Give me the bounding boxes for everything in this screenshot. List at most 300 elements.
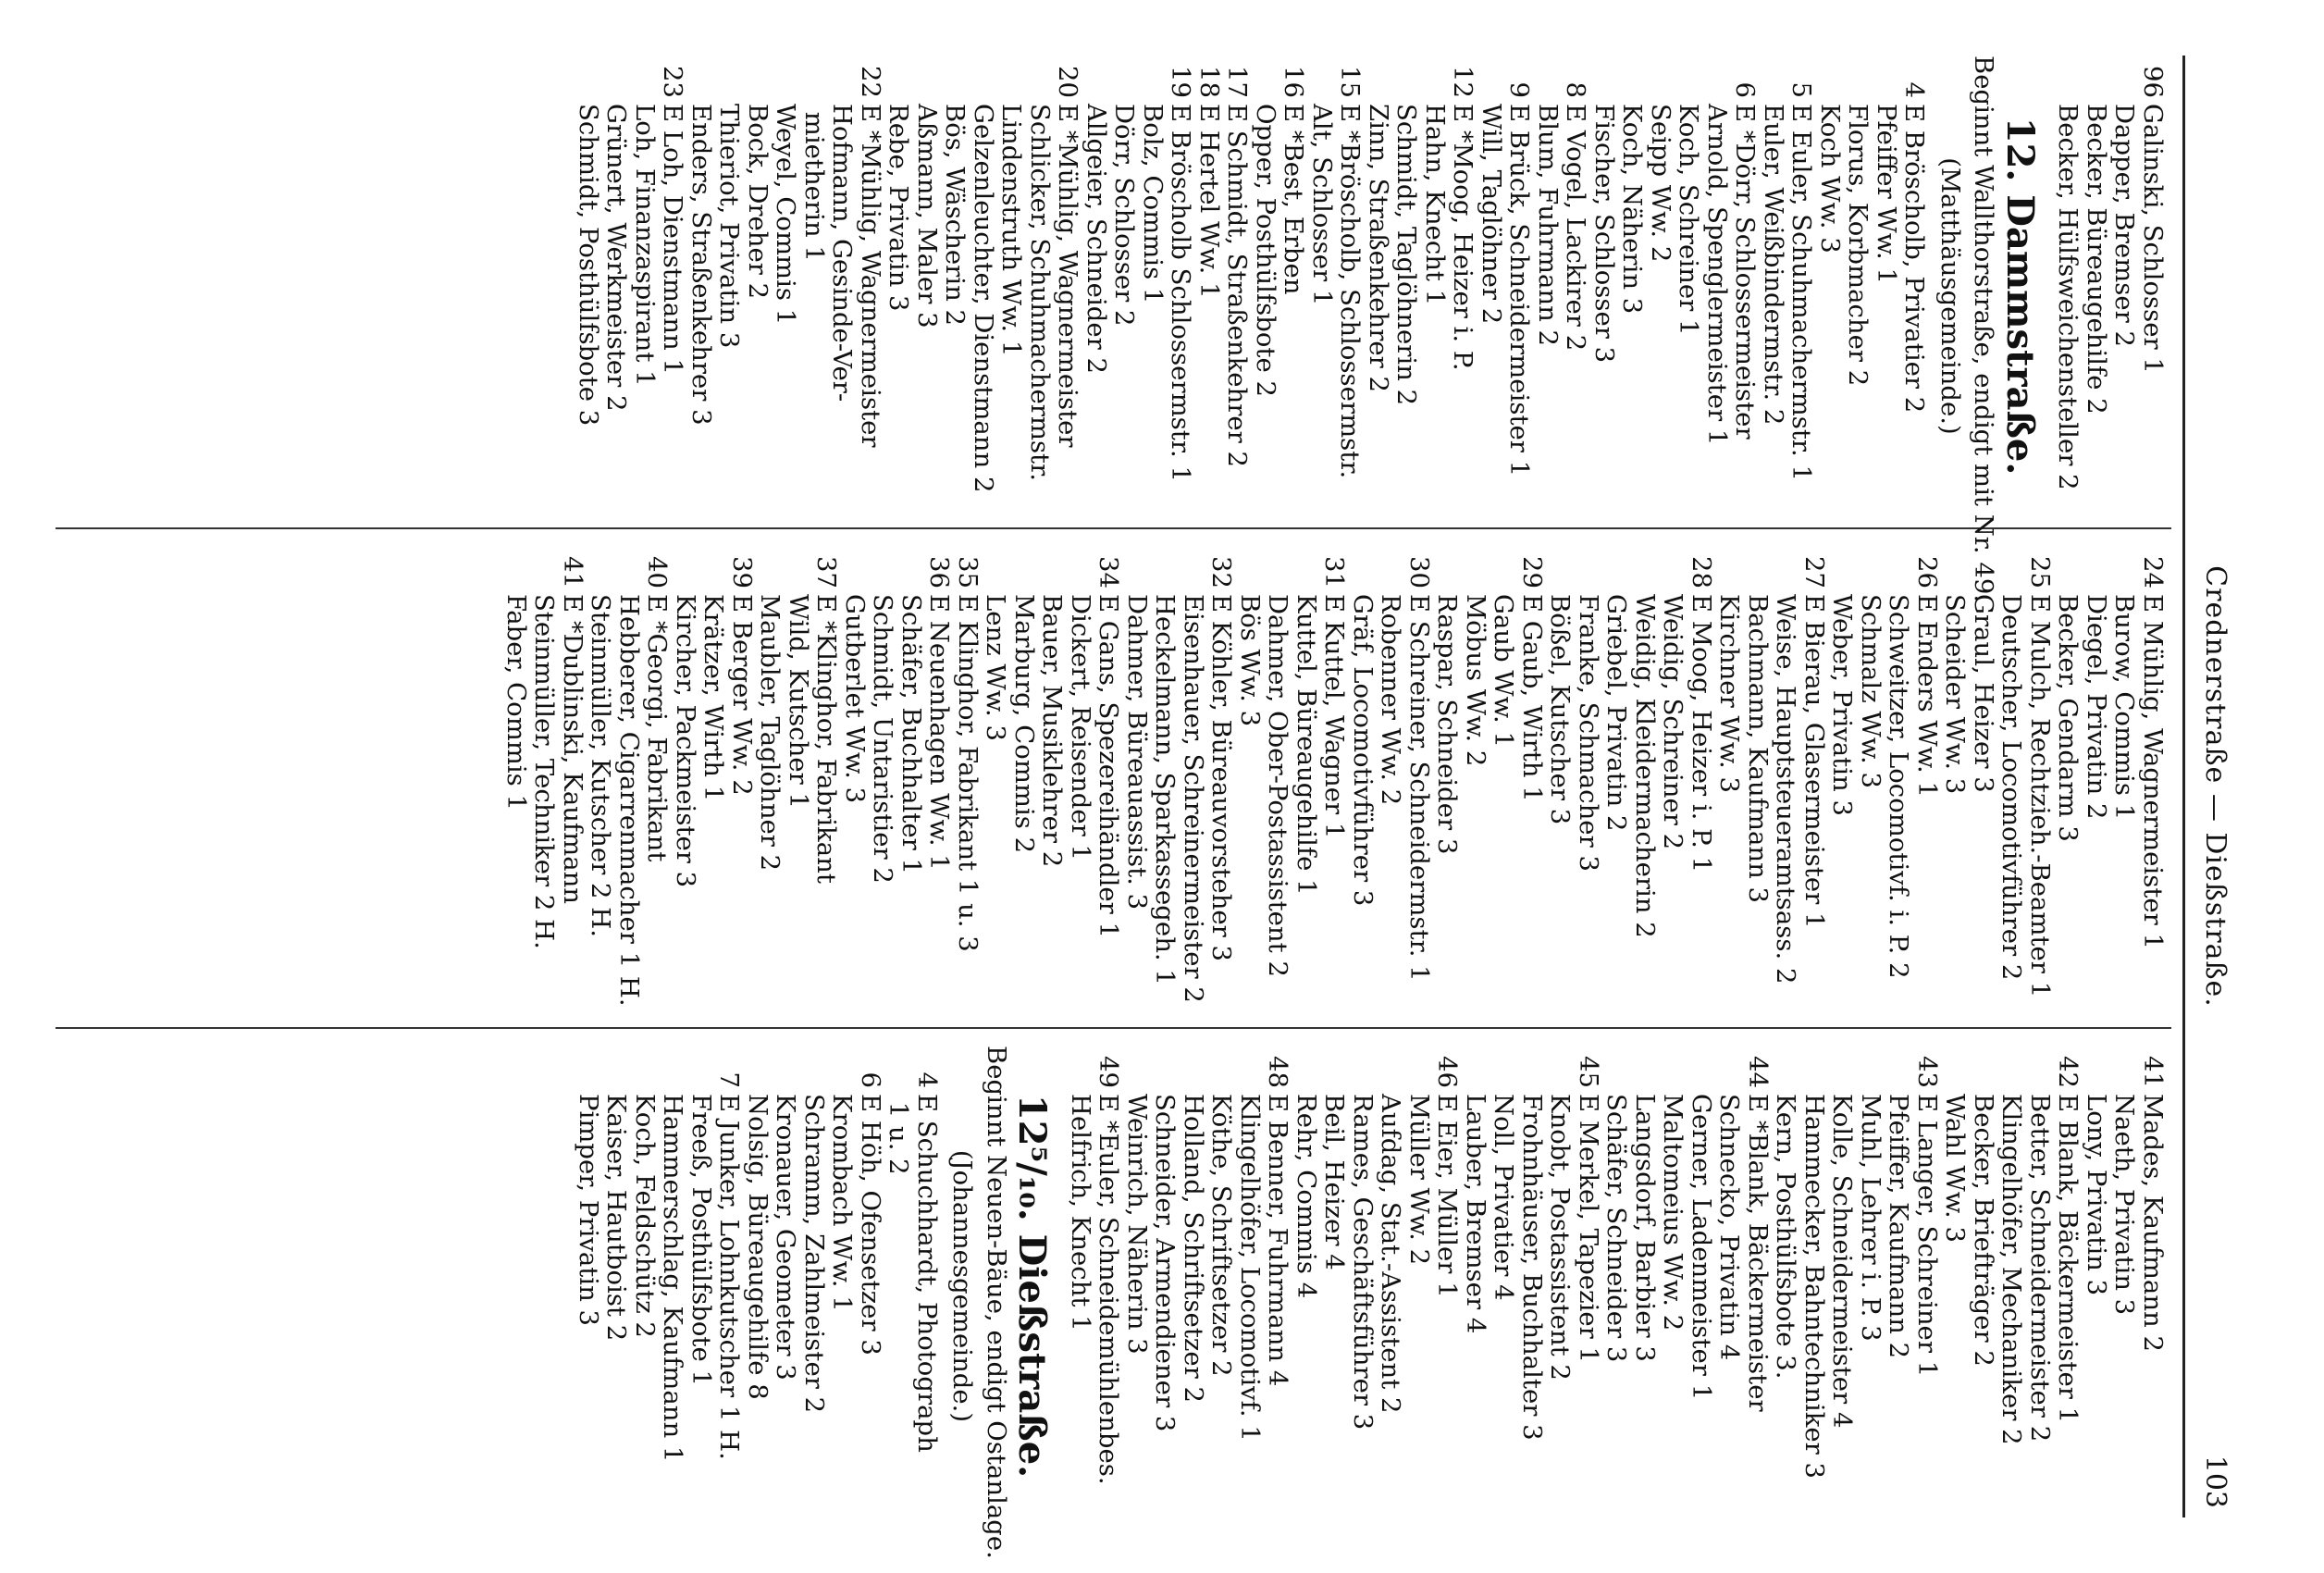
- resident-entry: [1433, 1046, 1462, 1527]
- resident-entry: [1349, 546, 1378, 1027]
- resident-entry: [1715, 1046, 1744, 1527]
- resident-entry: [1252, 56, 1280, 537]
- resident-text: E Schmidt, Straßenkehrer 2: [1222, 104, 1253, 468]
- resident-text: Krombach Ww. 1: [827, 1094, 858, 1312]
- resident-text: E *Moog, Heizer i. P.: [1448, 104, 1478, 371]
- resident-text: Griebel, Privatin 2: [1601, 594, 1632, 832]
- resident-text: Becker, Hülfsweichensteller 2: [2053, 104, 2083, 490]
- resident-text: Noll, Privatier 4: [1489, 1094, 1519, 1301]
- resident-text: Alt, Schlosser 1: [1307, 104, 1337, 306]
- resident-entry: [1405, 1046, 1434, 1527]
- resident-entry: [1659, 1046, 1687, 1527]
- resident-entry: [1546, 546, 1575, 1027]
- resident-entry: [997, 56, 1026, 537]
- resident-entry: [744, 56, 773, 537]
- resident-entry: [1308, 56, 1337, 537]
- resident-entry: [559, 546, 587, 1027]
- resident-entry: [1067, 546, 1095, 1027]
- resident-entry: [1518, 1046, 1547, 1527]
- resident-entry: [615, 546, 644, 1027]
- resident-entry: [1828, 546, 1857, 1027]
- resident-entry: [1377, 1046, 1405, 1527]
- resident-entry: [1392, 56, 1421, 537]
- resident-entry: [785, 546, 813, 1027]
- resident-text: E Bröscholb Schlossermstr. 1: [1166, 104, 1196, 482]
- resident-entry: [1703, 56, 1732, 537]
- resident-text: Steinmüller, Kutscher 2 H.: [586, 594, 616, 937]
- resident-entry: [970, 56, 998, 537]
- resident-entry: [1518, 546, 1547, 1027]
- resident-text: E Bröscholb, Privatier 2: [1899, 104, 1930, 414]
- resident-entry: [1844, 56, 1873, 537]
- resident-text: Diegel, Privatin 2: [2082, 594, 2111, 820]
- resident-entry: [1167, 56, 1195, 537]
- resident-text: Eisenhauer, Schreinermeister 2: [1179, 594, 1208, 1003]
- house-number: 27: [1799, 556, 1829, 588]
- resident-entry: [602, 56, 631, 537]
- resident-entry: [699, 546, 728, 1027]
- resident-text: Müller Ww. 2: [1404, 1094, 1434, 1266]
- parish-note: (Matthäusgemeinde.): [1935, 157, 1965, 435]
- house-number: 48: [1263, 1056, 1293, 1088]
- resident-text: Opper, Posthülfsbote 2: [1251, 104, 1280, 397]
- resident-entry: [715, 56, 744, 537]
- resident-text: E *Georgi, Fabrikant: [642, 594, 673, 862]
- resident-entry: [1207, 546, 1236, 1027]
- house-number: 34: [1094, 556, 1124, 588]
- resident-entry: [828, 56, 857, 537]
- house-number: 43: [1912, 1056, 1942, 1088]
- parish-note: (Johannesgemeinde.): [947, 1149, 978, 1423]
- resident-entry: [1067, 1046, 1095, 1527]
- resident-text: Aßmann, Maler 3: [912, 104, 942, 328]
- house-number: 96: [2138, 66, 2168, 98]
- house-number: 23: [658, 66, 688, 98]
- resident-entry: [2139, 1046, 2168, 1527]
- resident-text: Schmidt, Posthülfsbote 3: [574, 104, 603, 427]
- resident-text: Hammecker, Bahntechniker 3: [1799, 1094, 1829, 1480]
- resident-text: Dahmer, Ober-Postassistent 2: [1263, 594, 1293, 977]
- resident-text: Klingelhöfer, Locomotivf. 1: [1235, 1094, 1265, 1442]
- resident-entry: [1631, 1046, 1660, 1527]
- resident-text: E Blank, Bäckermeister 1: [2053, 1094, 2083, 1424]
- resident-entry: [1873, 56, 1901, 537]
- resident-text: E Moog, Heizer i. P. 1: [1687, 594, 1716, 873]
- resident-text: Gerner, Ladenmeister 1: [1687, 1094, 1716, 1401]
- house-number: 41: [2138, 1056, 2168, 1088]
- resident-entry: [744, 1046, 773, 1527]
- resident-entry: [1490, 546, 1518, 1027]
- resident-text: Beil, Heizer 4: [1319, 1094, 1350, 1270]
- resident-entry: [1675, 56, 1703, 537]
- resident-text: Weidig, Kleidermacherin 2: [1630, 594, 1660, 938]
- resident-text: Koch, Feldschütz 2: [630, 1094, 660, 1338]
- resident-entry: [1026, 56, 1055, 537]
- resident-text: Burow, Commis 1: [2109, 594, 2140, 821]
- house-number: 18: [1194, 66, 1224, 98]
- resident-entry: [659, 1046, 687, 1527]
- resident-entry: [530, 546, 559, 1027]
- resident-text: Frohnhäuser, Buchhalter 3: [1517, 1094, 1547, 1441]
- resident-text: mietherin 1: [799, 104, 829, 262]
- resident-text: Zinn, Straßenkehrer 2: [1364, 104, 1393, 393]
- resident-entry: [1180, 1046, 1208, 1527]
- resident-entry: [575, 1046, 603, 1527]
- resident-entry: [2054, 1046, 2083, 1527]
- resident-text: Holland, Schriftsetzer 2: [1179, 1094, 1208, 1404]
- resident-text: Faber, Commis 1: [501, 594, 531, 811]
- resident-text: Dapper, Bremser 2: [2109, 104, 2140, 348]
- resident-entry: [1913, 1046, 1942, 1527]
- house-number: 40: [642, 556, 673, 588]
- resident-entry: [1997, 1046, 2026, 1527]
- house-number: 49: [1094, 1056, 1124, 1088]
- resident-text: E Gans, Spezereihändler 1: [1094, 594, 1124, 939]
- resident-text: E Eier, Müller 1: [1432, 1094, 1463, 1298]
- resident-text: Schlicker, Schuhmachermstr.: [1025, 104, 1055, 481]
- resident-entry: [1139, 56, 1168, 537]
- resident-text: Enders, Straßenkehrer 3: [686, 104, 716, 426]
- resident-text: Weise, Hauptsteueramtsass. 2: [1771, 594, 1801, 985]
- resident-entry: [2054, 546, 2083, 1027]
- resident-entry: [659, 56, 687, 537]
- resident-text: Schäfer, Schneider 3: [1601, 1094, 1632, 1363]
- resident-text: E Gaub, Wirth 1: [1517, 594, 1547, 802]
- resident-entry: [2110, 1046, 2139, 1527]
- resident-entry: [897, 546, 926, 1027]
- resident-text: Gräf, Locomotivführer 3: [1348, 594, 1378, 907]
- resident-entry: [1433, 546, 1462, 1027]
- resident-entry: [869, 546, 897, 1027]
- resident-text: Becker, Briefträger 2: [1969, 1094, 1998, 1367]
- house-number: 4: [912, 1071, 942, 1088]
- resident-entry: [1800, 546, 1829, 1027]
- resident-text: Will, Taglöhner 2: [1477, 104, 1506, 325]
- resident-entry: [1421, 56, 1450, 537]
- resident-entry: [1997, 546, 2026, 1027]
- page-number: 103: [2199, 1455, 2231, 1508]
- resident-entry: [672, 546, 700, 1027]
- resident-text: Wild, Kutscher 1: [784, 594, 813, 810]
- street-title: 12⁵/₁₀. Dießstraße.: [1010, 1094, 1055, 1479]
- resident-entry: [1941, 1046, 1970, 1527]
- resident-entry: [1800, 1046, 1829, 1527]
- resident-text: 1 u. 2: [884, 1094, 914, 1175]
- resident-entry: [812, 546, 841, 1027]
- resident-text: Kern, Posthülfsbote 3.: [1771, 1094, 1801, 1380]
- resident-text: Lindenstruth Ww. 1: [996, 104, 1027, 357]
- house-number: 17: [1222, 66, 1253, 98]
- street-title: 12. Dammstraße.: [1998, 117, 2042, 476]
- resident-entry: [941, 56, 970, 537]
- street-description: Beginnt Wallthorstraße, endigt mit Nr. 49.: [1969, 56, 1999, 603]
- resident-text: Helfrich, Knecht 1: [1066, 1094, 1095, 1331]
- resident-entry: [1264, 546, 1292, 1027]
- resident-entry: [1970, 546, 1998, 1027]
- column-divider: [56, 1027, 2171, 1029]
- resident-text: Thieriot, Privatin 3: [714, 104, 745, 349]
- resident-entry: [2083, 56, 2111, 537]
- resident-text: Schmidt, Untaristier 2: [868, 594, 898, 884]
- resident-entry: [602, 1046, 631, 1527]
- resident-text: Arnold, Spenglermeister 1: [1702, 104, 1732, 446]
- resident-text: Bolz, Commis 1: [1138, 104, 1168, 304]
- resident-text: E Mulch, Rechtzieh.-Beamter 1: [2025, 594, 2055, 998]
- house-number: 31: [1319, 556, 1350, 588]
- resident-text: Schnecko, Privatin 4: [1714, 1094, 1745, 1361]
- resident-entry: [587, 546, 615, 1027]
- resident-entry: [800, 1046, 829, 1527]
- resident-entry: [1292, 1046, 1321, 1527]
- resident-text: E Berger Ww. 2: [727, 594, 757, 796]
- resident-text: Lenz Ww. 3: [981, 594, 1011, 741]
- resident-entry: [2083, 1046, 2111, 1527]
- house-number: 28: [1687, 556, 1716, 588]
- resident-text: E Brück, Schneidermeister 1: [1504, 104, 1535, 477]
- house-number: 9: [1504, 81, 1535, 98]
- resident-entry: [2054, 56, 2083, 537]
- resident-entry: [1618, 56, 1647, 537]
- resident-text: Hahn, Knecht 1: [1420, 104, 1450, 306]
- resident-text: Bock, Dreher 2: [743, 104, 773, 300]
- resident-entry: [1094, 546, 1123, 1027]
- resident-entry: [1787, 56, 1816, 537]
- resident-entry: [502, 546, 531, 1027]
- header-rule: [2182, 56, 2185, 1517]
- resident-entry: [1336, 56, 1365, 537]
- house-number: 25: [2025, 556, 2055, 588]
- resident-entry: [1195, 56, 1224, 537]
- resident-text: E Benner, Fuhrmann 4: [1263, 1094, 1293, 1387]
- resident-text: Galinski, Schlosser 1: [2138, 104, 2168, 374]
- resident-text: Hammerschlag, Kaufmann 1: [658, 1094, 688, 1463]
- house-number: 7: [714, 1071, 745, 1088]
- resident-text: Hofmann, Gesinde-Ver-: [827, 104, 858, 403]
- resident-text: Schneider, Armendiener 3: [1150, 1094, 1181, 1432]
- resident-text: Krätzer, Wirth 1: [698, 594, 729, 802]
- resident-entry: [1449, 56, 1477, 537]
- resident-text: Schweitzer, Locomotivf. i. P. 2: [1884, 594, 1914, 979]
- house-number: 6: [856, 1071, 885, 1088]
- resident-text: E *Dublinski, Kaufmann: [558, 594, 587, 905]
- resident-text: Dickert, Reisender 1: [1066, 594, 1095, 861]
- resident-entry: [1223, 56, 1252, 537]
- resident-text: Kirchner Ww. 3: [1714, 594, 1745, 793]
- resident-entry: [857, 56, 885, 537]
- resident-entry: [1590, 56, 1619, 537]
- resident-text: Hebberer, Cigarrenmacher 1 H.: [614, 594, 644, 1007]
- resident-entry: [772, 56, 800, 537]
- resident-text: Gaub Ww. 1: [1489, 594, 1519, 748]
- resident-entry: [643, 546, 672, 1027]
- house-number: 37: [811, 556, 842, 588]
- resident-entry: [1490, 1046, 1518, 1527]
- house-number: 16: [1279, 66, 1309, 98]
- resident-text: Blum, Fuhrmann 2: [1533, 104, 1563, 347]
- resident-text: Weinrich, Näherin 3: [1122, 1094, 1152, 1355]
- house-number: 4: [1899, 81, 1930, 98]
- resident-text: Koch, Näherin 3: [1617, 104, 1648, 315]
- resident-text: Naeth, Privatin 3: [2109, 1094, 2140, 1316]
- resident-entry: [1349, 1046, 1378, 1527]
- resident-entry: [954, 546, 983, 1027]
- resident-entry: [913, 1046, 942, 1527]
- resident-entry: [2083, 546, 2111, 1027]
- house-number: 36: [924, 556, 955, 588]
- resident-entry: [828, 1046, 857, 1527]
- house-number: 20: [1053, 66, 1083, 98]
- resident-entry: [1082, 56, 1111, 537]
- running-head: Crednerstraße — Dießstraße.: [2199, 565, 2231, 1008]
- resident-text: Kuttel, Büreaugehilfe 1: [1292, 594, 1321, 896]
- resident-text: Schmidt, Taglöhnerin 2: [1391, 104, 1422, 406]
- resident-text: E *Blank, Bäckermeister: [1743, 1094, 1773, 1412]
- resident-entry: [1602, 546, 1631, 1027]
- resident-text: Maltomeius Ww. 2: [1658, 1094, 1688, 1331]
- resident-text: E Köhler, Büreauvorsteher 3: [1206, 594, 1237, 962]
- house-number: 32: [1206, 556, 1237, 588]
- resident-text: E Junker, Lohnkutscher 1 H.: [714, 1094, 745, 1460]
- resident-entry: [1602, 1046, 1631, 1527]
- resident-entry: [1505, 56, 1534, 537]
- resident-entry: [1857, 1046, 1885, 1527]
- resident-entry: [1236, 546, 1265, 1027]
- resident-entry: [1970, 1046, 1998, 1527]
- resident-entry: [772, 1046, 800, 1527]
- resident-text: Maubler, Taglöhner 2: [755, 594, 785, 872]
- resident-text: Wahl Ww. 3: [1940, 1094, 1971, 1244]
- resident-text: Euler, Weißbindermstr. 2: [1759, 104, 1788, 426]
- resident-text: E Loh, Dienstmann 1: [658, 104, 688, 375]
- resident-text: Becker, Büreaugehilfe 2: [2082, 104, 2111, 415]
- resident-text: Lauber, Bremser 4: [1461, 1094, 1490, 1334]
- resident-text: Möbus Ww. 2: [1461, 594, 1490, 767]
- resident-text: Bös, Wäscherin 2: [940, 104, 970, 327]
- resident-entry: [913, 56, 942, 537]
- resident-entry: [1320, 546, 1349, 1027]
- resident-text: Better, Schneidermeister 2: [2025, 1094, 2055, 1443]
- resident-entry: [1772, 546, 1800, 1027]
- resident-text: Kircher, Packmeister 3: [671, 594, 700, 888]
- resident-text: Rebe, Privatin 3: [884, 104, 914, 312]
- resident-text: Robenner Ww. 2: [1376, 594, 1406, 806]
- resident-entry: [1659, 546, 1687, 1027]
- resident-entry: [1772, 1046, 1800, 1527]
- resident-entry: [756, 546, 785, 1027]
- resident-text: Nolsig, Büreaugehilfe 8: [743, 1094, 773, 1400]
- resident-entry: [1110, 56, 1139, 537]
- resident-entry: [2110, 546, 2139, 1027]
- resident-text: E *Klinghor, Fabrikant: [811, 594, 842, 884]
- resident-text: Deutscher, Locomotivführer 2: [1996, 594, 2027, 981]
- resident-text: Loh, Finanzaspirant 1: [630, 104, 660, 387]
- resident-entry: [1207, 1046, 1236, 1527]
- resident-entry: [1715, 546, 1744, 1027]
- resident-text: E Langer, Schreiner 1: [1912, 1094, 1942, 1378]
- resident-entry: [1010, 546, 1039, 1027]
- resident-text: Lony, Privatin 3: [2082, 1094, 2111, 1296]
- resident-entry: [1038, 546, 1067, 1027]
- resident-text: E Schreiner, Schneidermstr. 1: [1404, 594, 1434, 982]
- house-number: 15: [1335, 66, 1366, 98]
- resident-entry: [1279, 56, 1308, 537]
- resident-text: Heckelmann, Sparkassegeh. 1: [1150, 594, 1181, 985]
- resident-entry: [1123, 1046, 1152, 1527]
- resident-text: E Kuttel, Wagner 1: [1319, 594, 1350, 839]
- resident-entry: [1180, 546, 1208, 1027]
- house-number: 39: [727, 556, 757, 588]
- resident-entry: [1857, 546, 1885, 1027]
- resident-text: Schmalz Ww. 3: [1856, 594, 1885, 788]
- resident-text: Rehr, Commis 4: [1292, 1094, 1321, 1299]
- resident-text: Bauer, Musiklehrer 2: [1037, 594, 1068, 868]
- resident-entry: [687, 1046, 716, 1527]
- resident-text: Aufdag, Stat.-Assistent 2: [1376, 1094, 1406, 1414]
- resident-text: Bös Ww. 3: [1235, 594, 1265, 727]
- house-number: 41: [558, 556, 587, 588]
- resident-entry: [1687, 546, 1716, 1027]
- resident-text: Schramm, Zahlmeister 2: [799, 1094, 829, 1414]
- resident-text: E *Mühlig, Wagnermeister: [856, 104, 885, 448]
- resident-entry: [1760, 56, 1788, 537]
- resident-text: Muhl, Lehrer i. P. 3: [1856, 1094, 1885, 1342]
- resident-text: Weyel, Commis 1: [771, 104, 801, 326]
- resident-entry: [575, 56, 603, 537]
- resident-text: Grünert, Werkmeister 2: [601, 104, 632, 412]
- resident-text: Weber, Privatin 3: [1827, 594, 1858, 816]
- resident-text: Gutberlet Ww. 3: [840, 594, 870, 804]
- resident-text: Klingelhöfer, Mechaniker 2: [1996, 1094, 2027, 1445]
- resident-entry: [1477, 56, 1506, 537]
- resident-text: Becker, Gendarm 3: [2053, 594, 2083, 842]
- resident-text: Gelzenleuchter, Dienstmann 2: [969, 104, 998, 493]
- house-number: 35: [953, 556, 983, 588]
- resident-entry: [2139, 546, 2168, 1027]
- resident-entry: [1534, 56, 1563, 537]
- resident-text: E *Euler, Schneidemühlenbes.: [1094, 1094, 1124, 1485]
- resident-text: Marburg, Commis 2: [1009, 594, 1039, 854]
- resident-text: E *Best, Erben: [1279, 104, 1309, 295]
- resident-entry: [857, 1046, 885, 1527]
- resident-text: E Euler, Schuhmachermstr. 1: [1786, 104, 1817, 482]
- house-number: 19: [1166, 66, 1196, 98]
- house-number: 12: [1448, 66, 1478, 98]
- resident-entry: [1151, 1046, 1180, 1527]
- resident-entry: [1123, 546, 1152, 1027]
- resident-text: E Klinghor, Fabrikant 1 u. 3: [953, 594, 983, 952]
- resident-text: E Vogel, Lackirer 2: [1561, 104, 1591, 352]
- resident-text: E Schuchhardt, Photograph: [912, 1094, 942, 1453]
- resident-text: Köthe, Schriftsetzer 2: [1206, 1094, 1237, 1377]
- resident-text: Pfeiffer, Kaufmann 2: [1884, 1094, 1914, 1359]
- resident-text: Allgeier, Schneider 2: [1082, 104, 1111, 374]
- resident-text: Dahmer, Büreauassist. 3: [1122, 594, 1152, 910]
- resident-entry: [2026, 1046, 2055, 1527]
- resident-text: Fischer, Schlosser 3: [1589, 104, 1619, 364]
- resident-entry: [1575, 546, 1603, 1027]
- house-number: 22: [856, 66, 885, 98]
- resident-text: E Höh, Ofensetzer 3: [856, 1094, 885, 1356]
- resident-text: Florus, Korbmacher 2: [1843, 104, 1873, 387]
- resident-text: Kronauer, Geometer 3: [771, 1094, 801, 1381]
- resident-text: Knobt, Postassistent 2: [1545, 1094, 1576, 1381]
- house-number: 29: [1517, 556, 1547, 588]
- resident-entry: [1320, 1046, 1349, 1527]
- house-number: 24: [2138, 556, 2168, 588]
- resident-entry: [728, 546, 757, 1027]
- street-description: Beginnt Neuen-Bäue, endigt Ostanlage.: [982, 1046, 1011, 1559]
- resident-entry: [1828, 1046, 1857, 1527]
